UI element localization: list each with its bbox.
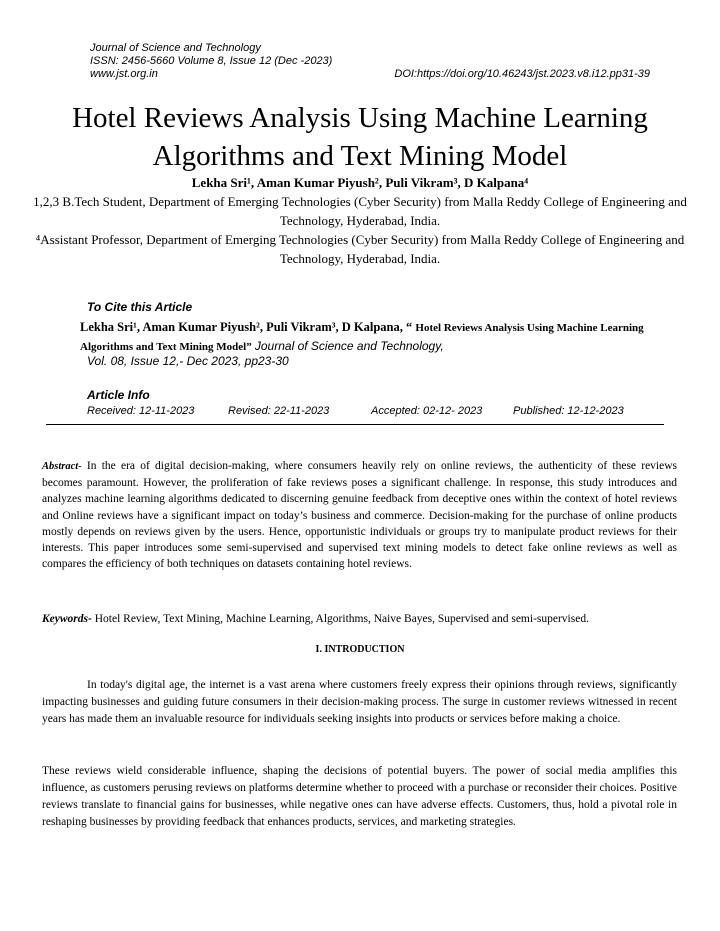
published-date: Published: 12-12-2023	[513, 405, 624, 417]
article-info-heading: Article Info	[87, 388, 150, 402]
title-line-2: Algorithms and Text Mining Model	[152, 140, 568, 172]
received-date: Received: 12-11-2023	[87, 405, 195, 417]
cite-heading: To Cite this Article	[87, 300, 193, 314]
revised-date: Revised: 22-11-2023	[228, 405, 330, 417]
abstract-label: Abstract-	[42, 461, 82, 472]
journal-website[interactable]: www.jst.org.in	[90, 68, 158, 80]
intro-paragraph-1: In today's digital age, the internet is a vast arena where customers freely express their opinions through reviews, significantly impacting businesses and guiding future consumers in their decision-making process. The surge in customer reviews witnessed in recent years has made them an invaluable resource for individuals seeking insights into products or services before making a choice.	[42, 679, 677, 725]
abstract	[42, 458, 677, 572]
keywords	[42, 611, 677, 627]
abstract-text: In the era of digital decision-making, where consumers heavily rely on online reviews, the authenticity of these reviews becomes paramount. However, the proliferation of fake reviews poses a significant challenge. In response, this study introduces and analyzes machine learning algorithms dedicated to discerning genuine feedback from deceptive ones within the context of hotel reviews and Online reviews have a significant impact on today’s business and commerce. Decision-making for the purchase of online products mostly depends on reviews given by the users. Hence, opportunistic individuals or groups try to manipulate product reviews for their interests. This paper introduces some semi-supervised and supervised text mining models to detect fake online reviews as well as compares the efficiency of both techniques on datasets containing hotel reviews.	[42, 460, 678, 571]
citation-authors: Lekha Sri¹, Aman Kumar Piyush², Puli Vikram³, D Kalpana, “	[80, 320, 413, 334]
affiliation-professor: ⁴Assistant Professor, Department of Emerging Technologies (Cyber Security) from Malla Reddy College of Engineering and Technology, Hyderabad, India.	[35, 232, 685, 266]
intro-paragraph-2: These reviews wield considerable influence, shaping the decisions of potential buyers. The power of social media amplifies this influence, as customers perusing reviews on platforms determine whether to proceed with a purchase or reconsider their choices. Positive reviews translate to financial gains for businesses, while negative ones can have adverse effects. Customers, thus, hold a pivotal role in reshaping businesses by providing feedback that enhances products, services, and marketing strategies.	[42, 765, 677, 828]
journal-issn: ISSN: 2456-5660 Volume 8, Issue 12 (Dec -2023)	[90, 55, 333, 67]
divider	[46, 424, 664, 425]
journal-header	[90, 42, 650, 81]
affiliation-students: 1,2,3 B.Tech Student, Department of Emerging Technologies (Cyber Security) from Malla Reddy College of Engineering and Technology, Hyderabad, India.	[33, 194, 687, 228]
journal-name: Journal of Science and Technology	[90, 42, 261, 54]
keywords-label: Keywords-	[42, 613, 92, 625]
citation-text	[80, 318, 660, 356]
citation-paper-title: Hotel Reviews Analysis Using Machine Learning Algorithms and Text Mining Model”	[80, 322, 644, 353]
section-heading-introduction: I. INTRODUCTION	[315, 644, 405, 655]
journal-doi[interactable]: DOI:https://doi.org/10.46243/jst.2023.v8.i12.pp31-39	[394, 68, 650, 80]
citation-journal: Journal of Science and Technology,	[254, 339, 444, 353]
title-line-1: Hotel Reviews Analysis Using Machine Learning	[72, 102, 648, 134]
accepted-date: Accepted: 02-12- 2023	[371, 405, 483, 417]
paper-title	[40, 99, 680, 175]
keywords-text: Hotel Review, Text Mining, Machine Learning, Algorithms, Naive Bayes, Supervised and semi-supervised.	[94, 613, 589, 625]
author-list: Lekha Sri¹, Aman Kumar Piyush², Puli Vikram³, D Kalpana⁴	[191, 175, 529, 190]
citation-volume: Vol. 08, Issue 12,- Dec 2023, pp23-30	[87, 354, 289, 368]
